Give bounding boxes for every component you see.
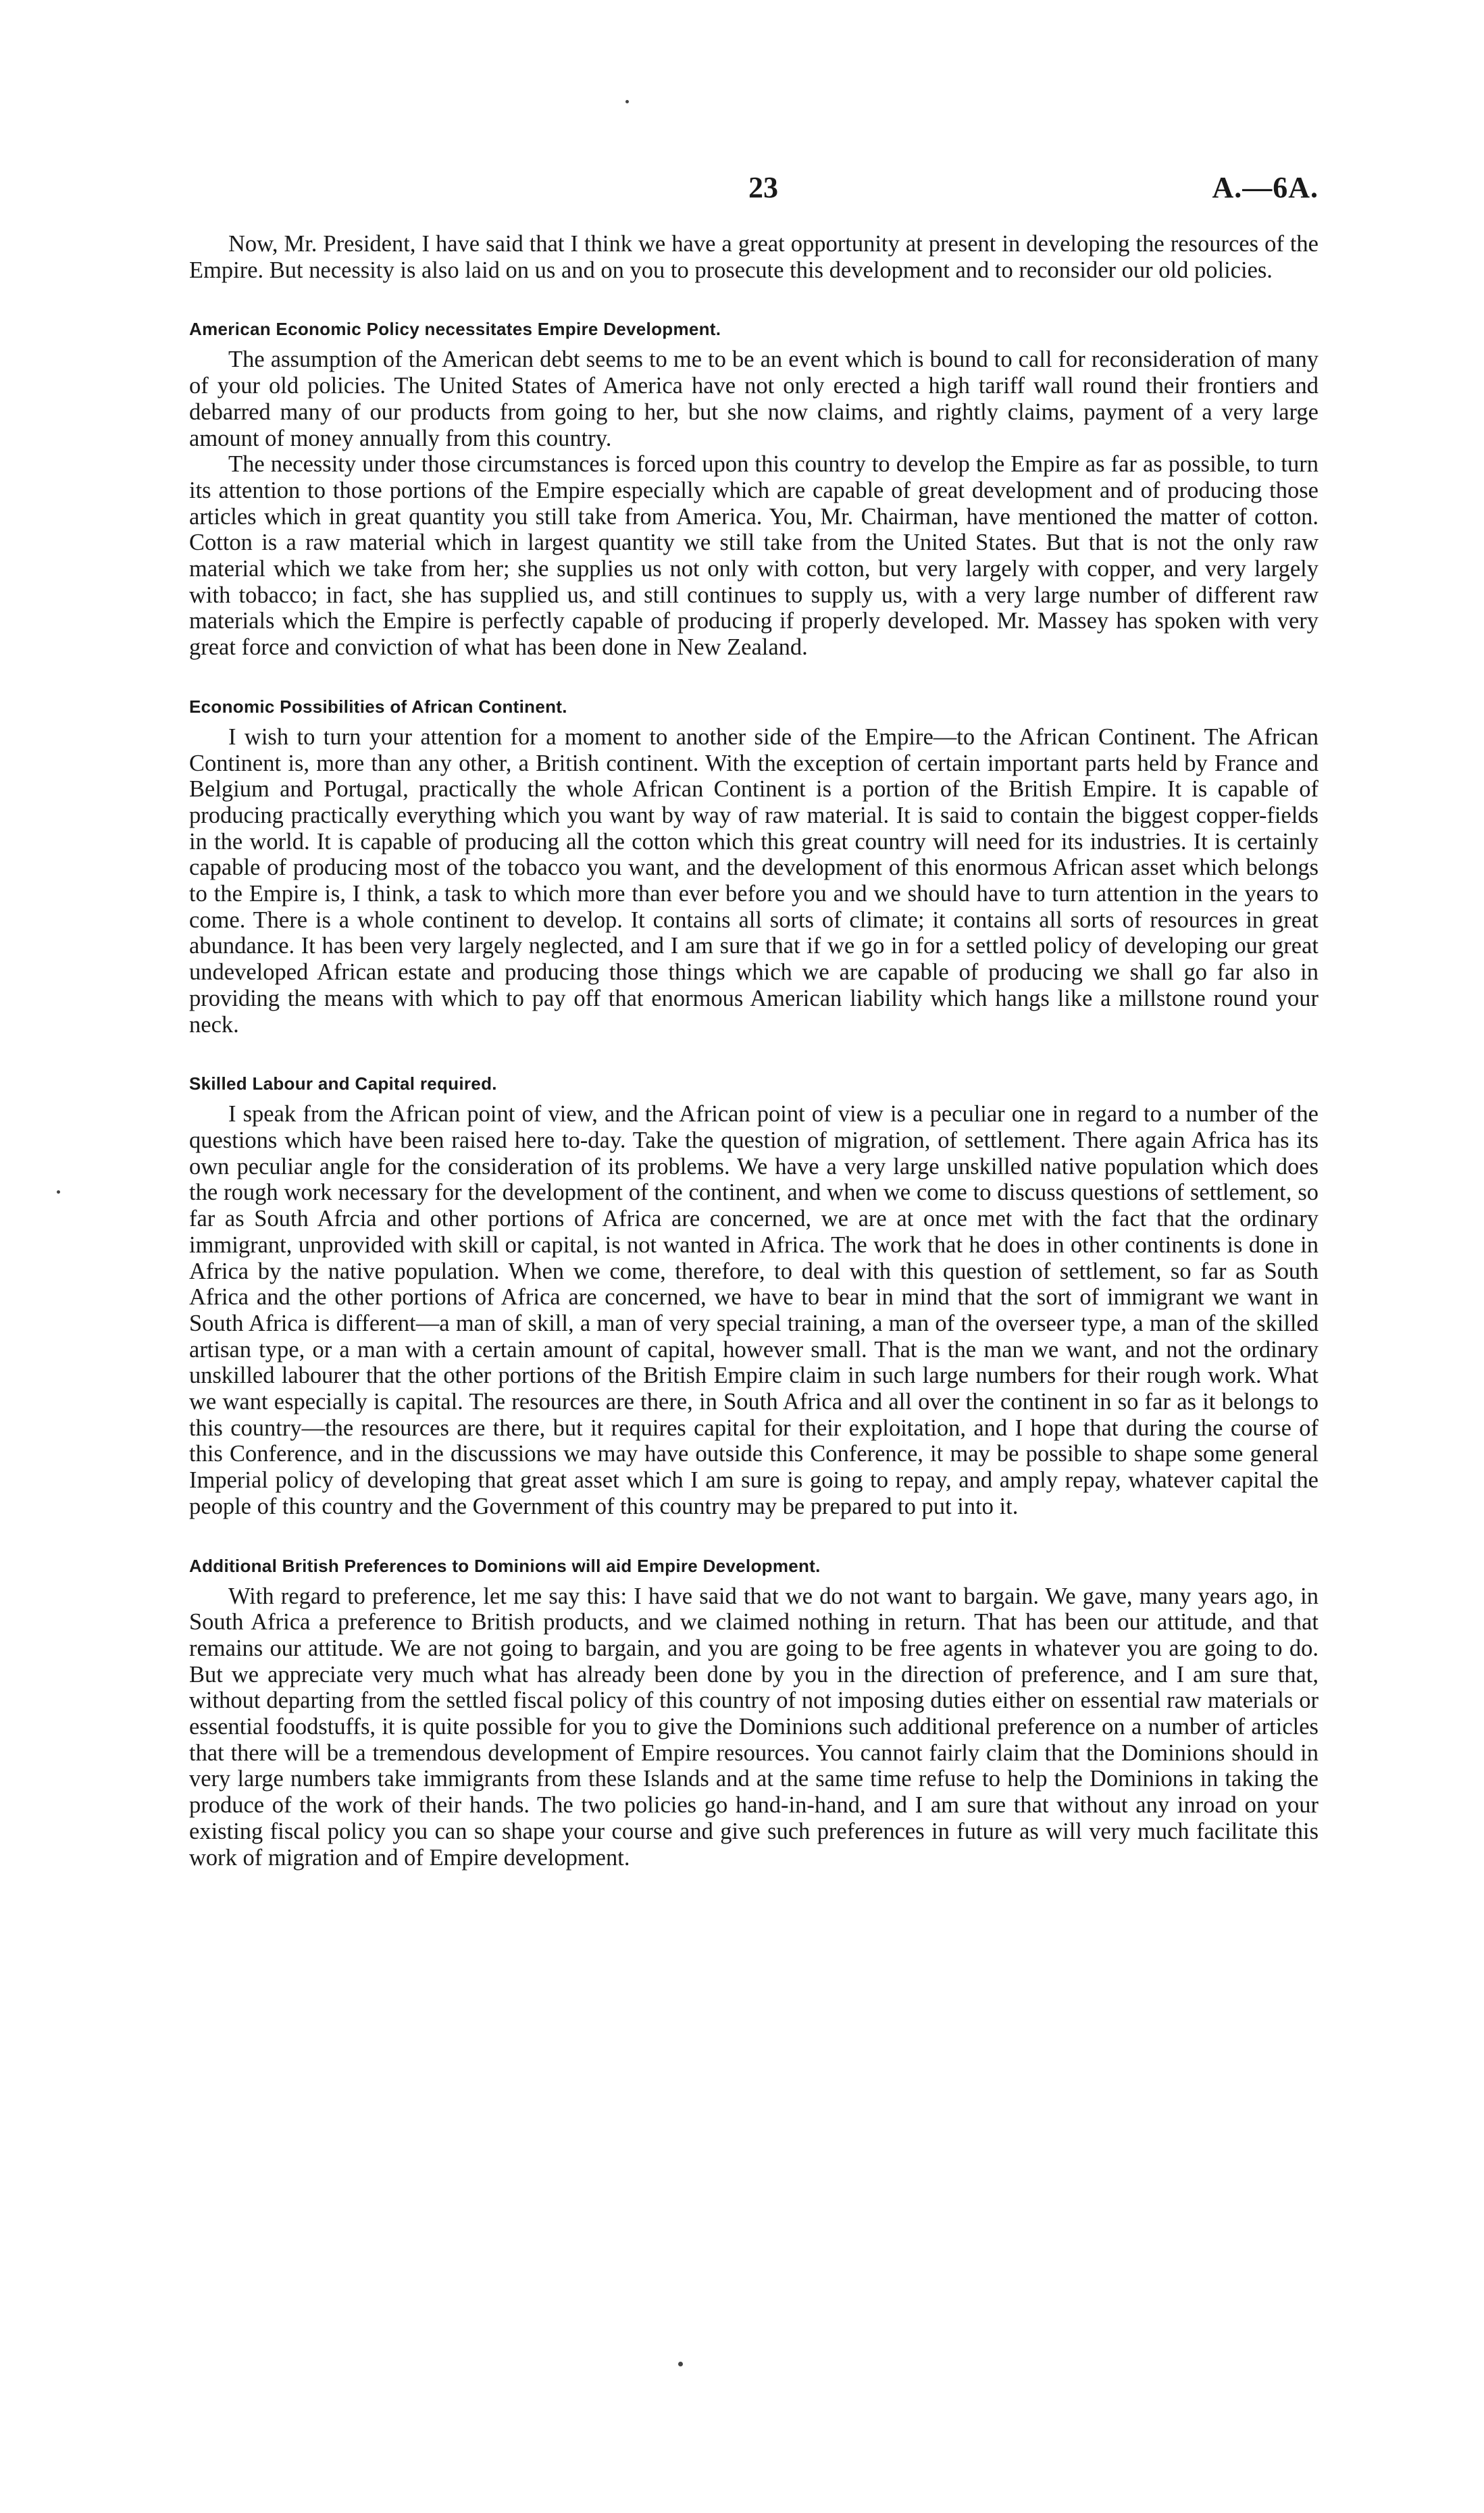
document-reference: A.—6A. [1212, 171, 1319, 204]
paragraph-african-continent: I wish to turn your attention for a moment to another side of the Empire—to the African Continent. The African Continent is, more than any other, a British continent. With the exception of certain important parts held by France and Belgium and Portugal, practically the whole African Continent is a portion of the British Empire. It is capable of producing practically everything which you want by way of raw material. It is said to contain the biggest copper-fields in the world. It is capable of producing all the cotton which this great country will need for its industries. It is certainly capable of producing most of the tobacco you want, and the development of this enormous African asset which belongs to the Empire is, I think, a task to which more than ever before you and we should have to turn attention in the years to come. There is a whole continent to develop. It contains all sorts of climate; it contains all sorts of resources in great abundance. It has been very largely neglected, and I am sure that if we go in for a settled policy of developing our great undeveloped African estate and producing those things which we are capable of producing we shall go far also in providing the means with which to pay off that enormous American liability which hangs like a millstone round your neck. [189, 724, 1319, 1038]
paragraph-preferences: With regard to preference, let me say this: I have said that we do not want to bargain. We gave, many years ago, in South Africa a preference to British products, and we claimed nothing in return. That has been our attitude, and that remains our attitude. We are not going to bargain, and you are going to be free agents in whatever you are going to do. But we appreciate very much what has already been done by you in the direction of preference, and I am sure that, without departing from the settled fiscal policy of this country of not imposing duties either on essential raw materials or essential foodstuffs, it is quite possible for you to give the Dominions such additional preference on a number of articles that there will be a tremendous development of Empire resources. You cannot fairly claim that the Dominions should in very large numbers take immigrants from these Islands and at the same time refuse to help the Dominions in taking the produce of the work of their hands. The two policies go hand-in-hand, and I am sure that without any inroad on your existing fiscal policy you can so shape your course and give such preferences in future as will very much facilitate this work of migration and of Empire development. [189, 1583, 1319, 1871]
scan-speck-bottom [678, 2362, 683, 2366]
paragraph-american-debt: The assumption of the American debt seems to me to be an event which is bound to call for reconsideration of many of your old policies. The United States of America have not only erected a high tariff wall round their frontiers and debarred many of our products from going to her, but she now claims, and rightly claims, payment of a very large amount of money annually from this country. [189, 347, 1319, 451]
paragraph-skilled-labour: I speak from the African point of view, and the African point of view is a peculiar one in regard to a number of the questions which have been raised here to-day. Take the question of migration, of settlement. There again Africa has its own peculiar angle for the consideration of its problems. We have a very large unskilled native population which does the rough work necessary for the development of the continent, and when we come to discuss questions of settlement, so far as South Afrcia and other portions of Africa are concerned, we are at once met with the fact that the ordinary immigrant, unprovided with skill or capital, is not wanted in Africa. The work that he does in other continents is done in Africa by the native population. When we come, therefore, to deal with this question of settlement, so far as South Africa and the other portions of Africa are concerned, we have to bear in mind that the sort of immigrant we want in South Africa is different—a man of skill, a man of very special training, a man of the overseer type, a man of the skilled artisan type, or a man with a certain amount of capital, however small. That is the man we want, and not the ordinary unskilled labourer that the other portions of the British Empire claim in such large numbers for their rough work. What we want especially is capital. The resources are there, in South Africa and all over the continent in so far as it belongs to this country—the resources are there, but it requires capital for their exploitation, and I hope that during the course of this Conference, and in the discussions we may have outside this Conference, it may be possible to shape some general Imperial policy of developing that great asset which I am sure is going to repay, and amply repay, whatever capital the people of this country and the Government of this country may be prepared to put into it. [189, 1101, 1319, 1519]
intro-paragraph: Now, Mr. President, I have said that I think we have a great opportunity at present in developing the resources of the Empire. But necessity is also laid on us and on you to prosecute this development and to reconsider our old policies. [189, 231, 1319, 283]
section-heading-american-economic-policy: American Economic Policy necessitates Empire Development. [189, 319, 721, 340]
section-heading-british-preferences: Additional British Preferences to Dominions will aid Empire Development. [189, 1555, 821, 1576]
page-header [189, 170, 1319, 211]
section-heading-skilled-labour: Skilled Labour and Capital required. [189, 1073, 497, 1094]
paragraph-necessity-develop-empire: The necessity under those circumstances is forced upon this country to develop the Empire as far as possible, to turn its attention to those portions of the Empire especially which are capable of great development and of producing those articles which in great quantity you still take from America. You, Mr. Chairman, have mentioned the matter of cotton. Cotton is a raw material which in largest quantity we still take from the United States. But that is not the only raw material which we take from her; she supplies us not only with cotton, but very largely with copper, and very largely with tobacco; in fact, she has supplied us, and still continues to supply us, with a very large number of different raw materials which the Empire is perfectly capable of producing if properly developed. Mr. Massey has spoken with very great force and conviction of what has been done in New Zealand. [189, 451, 1319, 661]
scan-speck-top [625, 100, 629, 103]
scan-speck-left-margin [57, 1190, 60, 1194]
document-body [189, 231, 1319, 1871]
page-number: 23 [748, 171, 778, 204]
section-heading-african-continent: Economic Possibilities of African Continent. [189, 696, 567, 717]
